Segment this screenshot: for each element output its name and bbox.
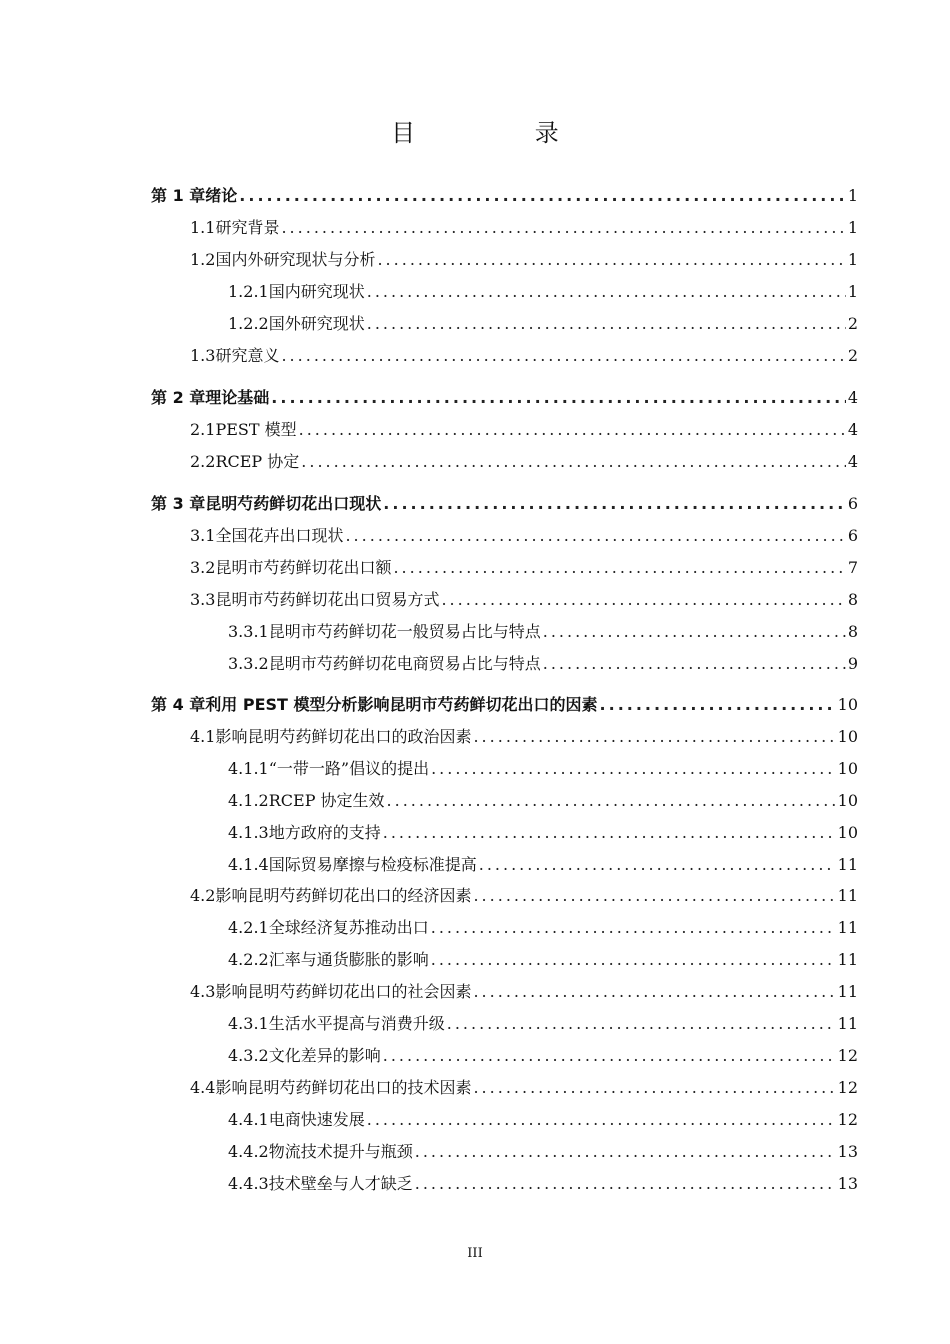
toc-entry[interactable] bbox=[228, 1044, 858, 1068]
toc-entry-page: 4 bbox=[847, 420, 858, 439]
toc-dot-leader bbox=[387, 789, 836, 813]
toc-entry-page: 10 bbox=[837, 695, 858, 714]
toc-entry[interactable] bbox=[190, 248, 858, 272]
toc-entry-number: 3.3 bbox=[190, 590, 216, 609]
toc-entry-label: 研究意义 bbox=[215, 346, 280, 365]
toc-dot-leader bbox=[393, 556, 845, 580]
toc-entry-number: 3.1 bbox=[190, 526, 216, 545]
toc-entry[interactable] bbox=[228, 312, 858, 336]
toc-entry[interactable] bbox=[228, 948, 858, 972]
toc-entry[interactable] bbox=[228, 1012, 858, 1036]
toc-entry-label: 文化差异的影响 bbox=[268, 1046, 381, 1065]
toc-entry-page: 13 bbox=[837, 1174, 858, 1193]
toc-dot-leader bbox=[479, 853, 836, 877]
toc-entry[interactable] bbox=[228, 821, 858, 845]
toc-entry-page: 6 bbox=[847, 526, 858, 545]
toc-entry-page: 10 bbox=[837, 791, 858, 810]
toc-dot-leader bbox=[281, 344, 845, 368]
toc-entry-page: 10 bbox=[837, 759, 858, 778]
toc-entry-label: 理论基础 bbox=[205, 388, 270, 407]
toc-entry-label: 昆明市芍药鲜切花电商贸易占比与特点 bbox=[268, 654, 541, 673]
toc-entry-number: 1.2.2 bbox=[228, 314, 269, 333]
toc-entry-label: 昆明市芍药鲜切花出口贸易方式 bbox=[215, 590, 440, 609]
toc-entry-number: 1.1 bbox=[190, 218, 216, 237]
toc-entry[interactable] bbox=[190, 216, 858, 240]
toc-entry-number: 2.2 bbox=[190, 452, 216, 471]
toc-dot-leader bbox=[431, 757, 836, 781]
toc-dot-leader bbox=[239, 184, 846, 208]
toc-entry[interactable] bbox=[190, 524, 858, 548]
toc-entry-number: 4.4 bbox=[190, 1078, 216, 1097]
toc-entry-number: 4.4.2 bbox=[228, 1142, 269, 1161]
toc-entry-page: 11 bbox=[837, 950, 858, 969]
toc-entry[interactable] bbox=[190, 1076, 858, 1100]
toc-entry-number: 第 4 章 bbox=[151, 695, 206, 714]
toc-entry-label: 研究背景 bbox=[215, 218, 280, 237]
toc-dot-leader bbox=[600, 693, 836, 717]
toc-entry-label: RCEP 协定 bbox=[215, 452, 300, 471]
toc-entry-label: 全球经济复苏推动出口 bbox=[268, 918, 429, 937]
toc-entry-number: 1.2 bbox=[190, 250, 216, 269]
toc-dot-leader bbox=[473, 1076, 835, 1100]
toc-dot-leader bbox=[473, 884, 835, 908]
toc-entry[interactable] bbox=[190, 344, 858, 368]
toc-entry-label: 影响昆明芍药鲜切花出口的社会因素 bbox=[215, 982, 472, 1001]
toc-entry-label: 地方政府的支持 bbox=[268, 823, 381, 842]
toc-entry[interactable] bbox=[190, 556, 858, 580]
toc-entry-number: 4.1.4 bbox=[228, 855, 269, 874]
toc-entry-label: “一带一路”倡议的提出 bbox=[268, 759, 430, 778]
toc-entry[interactable] bbox=[151, 184, 858, 208]
toc-entry-label: 影响昆明芍药鲜切花出口的政治因素 bbox=[215, 727, 472, 746]
toc-entry-page: 8 bbox=[847, 622, 858, 641]
toc-entry[interactable] bbox=[228, 916, 858, 940]
toc-entry-label: 影响昆明芍药鲜切花出口的经济因素 bbox=[215, 886, 472, 905]
toc-entry[interactable] bbox=[228, 1140, 858, 1164]
toc-entry-number: 3.3.2 bbox=[228, 654, 269, 673]
toc-entry[interactable] bbox=[190, 588, 858, 612]
toc-entry-page: 11 bbox=[837, 1014, 858, 1033]
toc-entry-number: 1.2.1 bbox=[228, 282, 269, 301]
toc-dot-leader bbox=[301, 450, 846, 474]
toc-entry-number: 第 1 章 bbox=[151, 186, 206, 205]
toc-entry-page: 11 bbox=[837, 982, 858, 1001]
toc-entry-page: 12 bbox=[837, 1078, 858, 1097]
toc-entry-number: 4.1.3 bbox=[228, 823, 269, 842]
toc-entry-label: 利用 PEST 模型分析影响昆明市芍药鲜切花出口的因素 bbox=[205, 695, 598, 714]
toc-entry-label: 生活水平提高与消费升级 bbox=[268, 1014, 445, 1033]
toc-entry[interactable] bbox=[228, 652, 858, 676]
toc-entry-label: 国内研究现状 bbox=[268, 282, 365, 301]
toc-entry-label: 国内外研究现状与分析 bbox=[215, 250, 376, 269]
toc-entry-label: 技术壁垒与人才缺乏 bbox=[268, 1174, 413, 1193]
toc-entry-number: 4.1 bbox=[190, 727, 216, 746]
page-title: 目 录 bbox=[391, 119, 615, 147]
toc-entry-page: 11 bbox=[837, 918, 858, 937]
toc-entry-page: 1 bbox=[847, 250, 858, 269]
toc-dot-leader bbox=[367, 312, 846, 336]
toc-entry-number: 4.2.2 bbox=[228, 950, 269, 969]
toc-dot-leader bbox=[377, 248, 845, 272]
toc-entry-number: 4.2 bbox=[190, 886, 216, 905]
toc-dot-leader bbox=[281, 216, 845, 240]
toc-dot-leader bbox=[367, 1108, 836, 1132]
toc-entry-number: 4.3.2 bbox=[228, 1046, 269, 1065]
toc-dot-leader bbox=[441, 588, 845, 612]
toc-entry-number: 3.3.1 bbox=[228, 622, 269, 641]
toc-entry-page: 1 bbox=[847, 282, 858, 301]
page-number-footer: III bbox=[467, 1246, 483, 1261]
toc-entry-number: 4.3.1 bbox=[228, 1014, 269, 1033]
toc-dot-leader bbox=[383, 492, 846, 516]
toc-dot-leader bbox=[367, 280, 846, 304]
toc-entry-number: 4.1.1 bbox=[228, 759, 269, 778]
toc-entry-page: 4 bbox=[847, 452, 858, 471]
toc-entry-page: 7 bbox=[847, 558, 858, 577]
toc-dot-leader bbox=[415, 1172, 836, 1196]
toc-entry-label: 全国花卉出口现状 bbox=[215, 526, 344, 545]
toc-entry[interactable] bbox=[228, 853, 858, 877]
toc-entry-page: 4 bbox=[847, 388, 858, 407]
toc-entry[interactable] bbox=[228, 280, 858, 304]
toc-entry-number: 2.1 bbox=[190, 420, 216, 439]
toc-entry-label: 昆明市芍药鲜切花出口额 bbox=[215, 558, 392, 577]
toc-entry-page: 1 bbox=[847, 218, 858, 237]
toc-dot-leader bbox=[543, 620, 846, 644]
toc-entry-page: 2 bbox=[847, 314, 858, 333]
toc-entry-label: 昆明市芍药鲜切花一般贸易占比与特点 bbox=[268, 622, 541, 641]
toc-entry-page: 1 bbox=[847, 186, 858, 205]
toc-dot-leader bbox=[431, 948, 836, 972]
toc-entry-page: 13 bbox=[837, 1142, 858, 1161]
toc-entry-page: 10 bbox=[837, 727, 858, 746]
toc-entry[interactable] bbox=[151, 693, 858, 717]
toc-entry[interactable] bbox=[228, 1108, 858, 1132]
toc-entry-number: 1.3 bbox=[190, 346, 216, 365]
toc-entry[interactable] bbox=[190, 884, 858, 908]
toc-entry[interactable] bbox=[228, 620, 858, 644]
toc-entry-label: 国外研究现状 bbox=[268, 314, 365, 333]
toc-entry-page: 2 bbox=[847, 346, 858, 365]
toc-entry-page: 12 bbox=[837, 1046, 858, 1065]
toc-entry-number: 4.2.1 bbox=[228, 918, 269, 937]
toc-dot-leader bbox=[383, 821, 836, 845]
toc-entry-label: 绪论 bbox=[205, 186, 238, 205]
toc-entry-label: RCEP 协定生效 bbox=[268, 791, 385, 810]
toc-dot-leader bbox=[271, 386, 846, 410]
toc-entry[interactable] bbox=[228, 789, 858, 813]
toc-dot-leader bbox=[299, 418, 846, 442]
toc-dot-leader bbox=[473, 980, 835, 1004]
toc-entry-label: 物流技术提升与瓶颈 bbox=[268, 1142, 413, 1161]
toc-entry-page: 11 bbox=[837, 886, 858, 905]
toc-entry[interactable] bbox=[190, 418, 858, 442]
toc-entry-number: 4.1.2 bbox=[228, 791, 269, 810]
toc-entry[interactable] bbox=[190, 450, 858, 474]
toc-dot-leader bbox=[431, 916, 836, 940]
toc-dot-leader bbox=[383, 1044, 836, 1068]
toc-dot-leader bbox=[473, 725, 835, 749]
toc-entry-number: 第 3 章 bbox=[151, 494, 206, 513]
toc-entry-number: 4.3 bbox=[190, 982, 216, 1001]
toc-entry-number: 3.2 bbox=[190, 558, 216, 577]
toc-dot-leader bbox=[345, 524, 845, 548]
toc-entry-page: 10 bbox=[837, 823, 858, 842]
toc-entry[interactable] bbox=[190, 725, 858, 749]
toc-entry[interactable] bbox=[151, 492, 858, 516]
toc-entry-page: 9 bbox=[847, 654, 858, 673]
toc-entry[interactable] bbox=[228, 757, 858, 781]
toc-entry-label: PEST 模型 bbox=[215, 420, 297, 439]
toc-entry[interactable] bbox=[228, 1172, 858, 1196]
toc-dot-leader bbox=[447, 1012, 836, 1036]
toc-entry-page: 11 bbox=[837, 855, 858, 874]
toc-entry-label: 电商快速发展 bbox=[268, 1110, 365, 1129]
toc-entry[interactable] bbox=[190, 980, 858, 1004]
toc-dot-leader bbox=[543, 652, 846, 676]
toc-entry-number: 4.4.1 bbox=[228, 1110, 269, 1129]
toc-entry[interactable] bbox=[151, 386, 858, 410]
toc-entry-label: 影响昆明芍药鲜切花出口的技术因素 bbox=[215, 1078, 472, 1097]
toc-entry-number: 4.4.3 bbox=[228, 1174, 269, 1193]
toc-dot-leader bbox=[415, 1140, 836, 1164]
toc-entry-page: 8 bbox=[847, 590, 858, 609]
toc-entry-label: 汇率与通货膨胀的影响 bbox=[268, 950, 429, 969]
toc-entry-number: 第 2 章 bbox=[151, 388, 206, 407]
toc-entry-label: 国际贸易摩擦与检疫标准提高 bbox=[268, 855, 477, 874]
toc-entry-page: 12 bbox=[837, 1110, 858, 1129]
toc-entry-label: 昆明芍药鲜切花出口现状 bbox=[205, 494, 382, 513]
toc-entry-page: 6 bbox=[847, 494, 858, 513]
